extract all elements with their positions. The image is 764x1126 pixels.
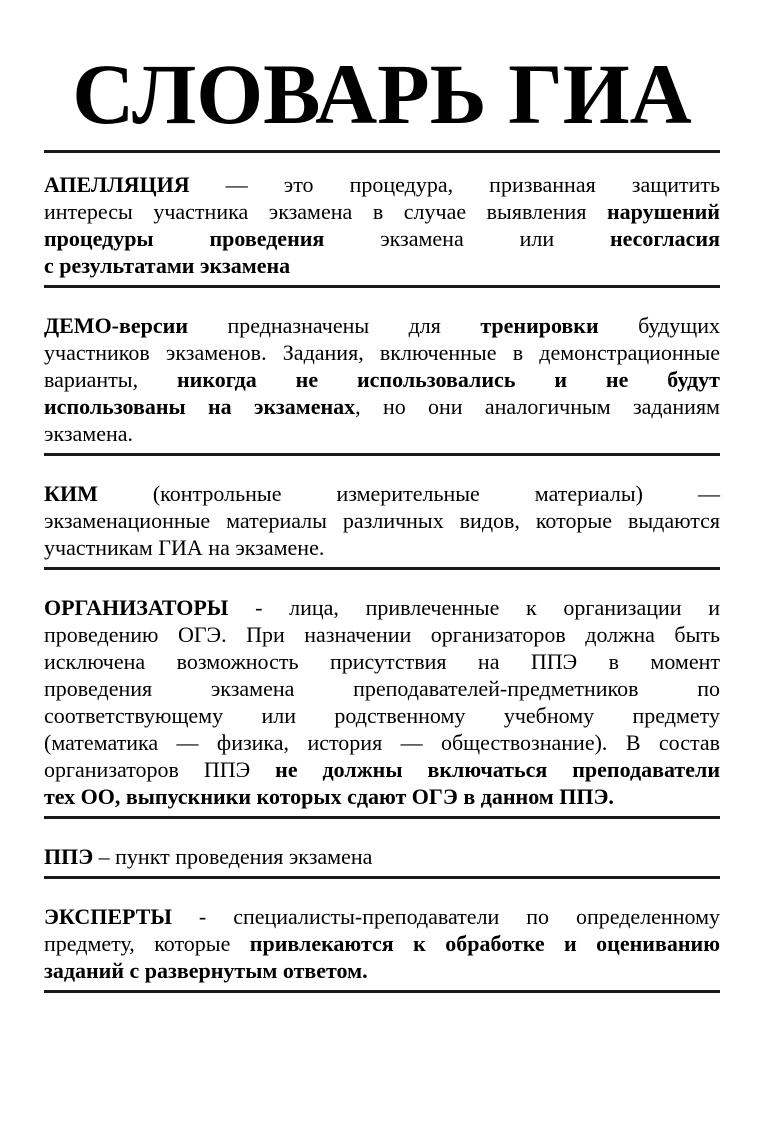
- text-line: [44, 675, 720, 702]
- text-line: [44, 783, 720, 810]
- text-line: [44, 594, 720, 621]
- text-line: [44, 729, 720, 756]
- text-line: [44, 534, 720, 561]
- glossary-entry-eksperty: [44, 903, 720, 984]
- text-line: [44, 480, 720, 507]
- text-run: несогласия: [609, 226, 720, 251]
- text-run: проведения экзамена преподавателей-предметников по: [44, 676, 720, 701]
- text-run: с результатами экзамена: [44, 253, 291, 278]
- text-line: [44, 312, 720, 339]
- title-divider: [44, 150, 720, 153]
- glossary-entry-ppe: [44, 843, 720, 870]
- text-run: интересы участника экзамена в случае выявления: [44, 199, 607, 224]
- glossary-entries: [44, 171, 720, 993]
- text-run: (контрольные измерительные материалы) —: [97, 481, 720, 506]
- text-run: никогда не использовались и не будут: [176, 367, 720, 392]
- glossary-entry-kim: [44, 480, 720, 561]
- text-run: (математика — физика, история — обществознание). В состав: [44, 730, 720, 755]
- glossary-term: АПЕЛЛЯЦИЯ: [44, 172, 190, 197]
- text-run: экзамена или: [324, 226, 610, 251]
- glossary-term: ДЕМО-версии: [44, 313, 189, 338]
- text-line: [44, 843, 720, 870]
- text-run: тренировки: [480, 313, 599, 338]
- text-run: тех ОО, выпускники которых сдают ОГЭ в данном ППЭ.: [44, 784, 614, 809]
- text-line: [44, 252, 720, 279]
- text-run: проведению ОГЭ. При назначении организаторов должна быть: [44, 622, 720, 647]
- text-line: [44, 198, 720, 225]
- text-run: – пункт проведения экзамена: [93, 844, 373, 869]
- text-line: [44, 756, 720, 783]
- text-run: привлекаются к обработке и оцениванию: [249, 931, 721, 956]
- section-divider: [44, 453, 720, 456]
- text-run: организаторов ППЭ: [44, 757, 276, 782]
- text-run: варианты,: [44, 367, 177, 392]
- text-run: использованы на экзаменах: [44, 394, 356, 419]
- text-run: - специалисты-преподаватели по определенному: [171, 904, 720, 929]
- text-line: [44, 702, 720, 729]
- glossary-entry-demo-versii: [44, 312, 720, 447]
- section-divider: [44, 285, 720, 288]
- text-run: — это процедура, призванная защитить: [189, 172, 720, 197]
- glossary-term: ОРГАНИЗАТОРЫ: [44, 595, 229, 620]
- section-divider: [44, 990, 720, 993]
- glossary-entry-organizatory: [44, 594, 720, 810]
- text-run: предмету, которые: [44, 931, 250, 956]
- text-run: исключена возможность присутствия на ППЭ в момент: [44, 649, 720, 674]
- text-run: заданий с развернутым ответом.: [44, 958, 368, 983]
- glossary-term: КИМ: [44, 481, 98, 506]
- text-line: [44, 339, 720, 366]
- text-run: будущих: [598, 313, 720, 338]
- text-run: , но они аналогичным заданиям: [355, 394, 720, 419]
- document-page: [0, 46, 764, 993]
- section-divider: [44, 816, 720, 819]
- glossary-entry-apellyatsiya: [44, 171, 720, 279]
- glossary-term: ППЭ: [44, 844, 94, 869]
- text-run: - лица, привлеченные к организации и: [228, 595, 720, 620]
- text-run: предназначены для: [188, 313, 481, 338]
- text-line: [44, 903, 720, 930]
- text-line: [44, 930, 720, 957]
- text-run: процедуры проведения: [44, 226, 325, 251]
- text-run: участникам ГИА на экзамене.: [44, 535, 325, 560]
- page-title: СЛОВАРЬ ГИА: [72, 46, 692, 142]
- section-divider: [44, 567, 720, 570]
- text-line: [44, 366, 720, 393]
- text-line: [44, 648, 720, 675]
- text-run: нарушений: [607, 199, 720, 224]
- glossary-term: ЭКСПЕРТЫ: [44, 904, 172, 929]
- text-run: участников экзаменов. Задания, включенные в демонстрационные: [44, 340, 720, 365]
- text-run: не должны включаться преподаватели: [275, 757, 720, 782]
- text-line: [44, 225, 720, 252]
- text-run: экзаменационные материалы различных видов, которые выдаются: [44, 508, 720, 533]
- section-divider: [44, 876, 720, 879]
- text-line: [44, 393, 720, 420]
- text-line: [44, 957, 720, 984]
- text-run: соответствующему или родственному учебному предмету: [44, 703, 720, 728]
- text-line: [44, 420, 720, 447]
- text-line: [44, 171, 720, 198]
- text-line: [44, 621, 720, 648]
- text-line: [44, 507, 720, 534]
- text-run: экзамена.: [44, 421, 134, 446]
